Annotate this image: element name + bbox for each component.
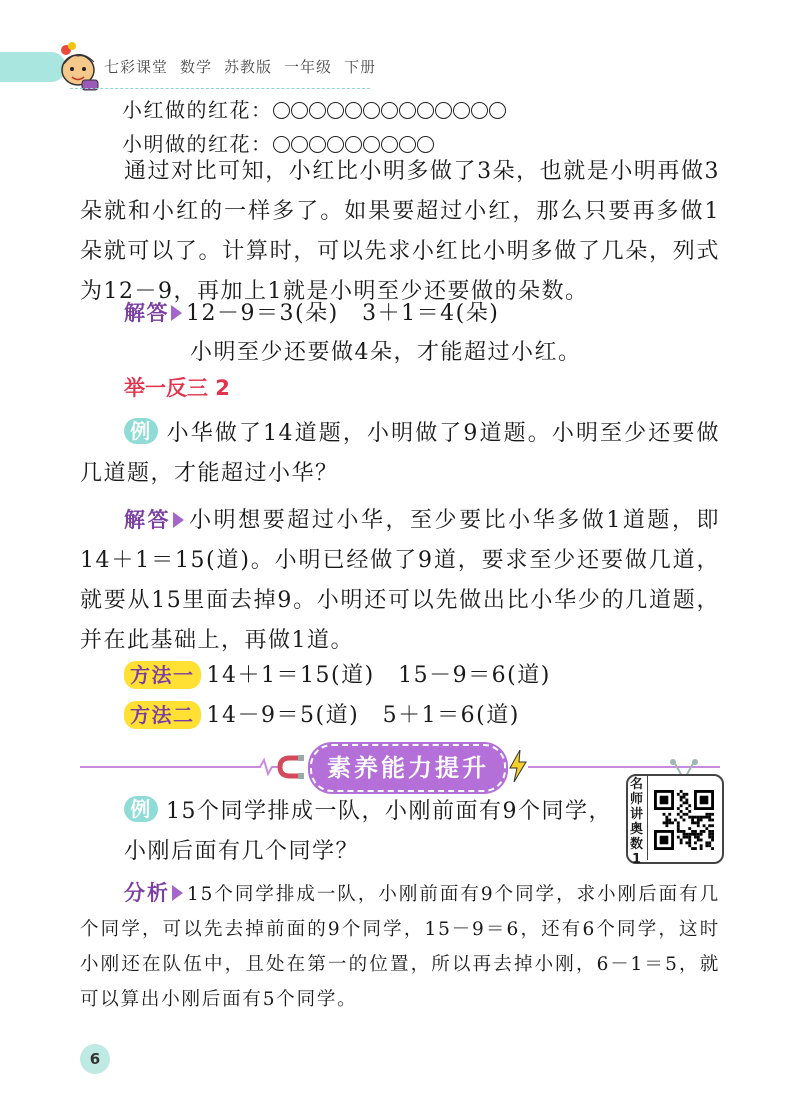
magnet-icon bbox=[250, 752, 310, 782]
ming-flower-label: 小明做的红花： bbox=[122, 132, 273, 156]
method2-row bbox=[124, 696, 520, 736]
example-badge: 例 bbox=[124, 418, 158, 444]
header-grade: 一年级 bbox=[284, 58, 333, 76]
mascot-icon bbox=[52, 40, 106, 92]
header-edition: 苏教版 bbox=[224, 58, 273, 76]
method1-text: 14＋1＝15(道) 15－9＝6(道) bbox=[206, 663, 551, 688]
flower-circle bbox=[273, 102, 290, 119]
qr-caption-text: 名 师 讲 奥 数 1 bbox=[629, 777, 643, 867]
flower-circle bbox=[417, 102, 434, 119]
red-flower-circles bbox=[273, 98, 507, 122]
flower-circle bbox=[291, 136, 308, 153]
flower-circle bbox=[309, 136, 326, 153]
divider-line-left bbox=[80, 766, 260, 768]
triangle-icon bbox=[173, 512, 184, 528]
header-volume: 下册 bbox=[344, 58, 377, 76]
section3-analysis bbox=[80, 876, 720, 1017]
header-title bbox=[104, 56, 388, 77]
flower-circle bbox=[381, 136, 398, 153]
header-subject: 数学 bbox=[180, 58, 213, 76]
answer1-equations: 12－9＝3(朵) 3＋1＝4(朵) bbox=[186, 301, 500, 326]
divider-title: 素养能力提升 bbox=[310, 744, 506, 792]
answer2-text: 小明想要超过小华，至少要比小华多做1道题，即14＋1＝15(道)。小明已经做了9道，要求至少还要做几道，就要从15里面去掉9。小明还可以先做出比小华少的几道题，并在此基础上，再做1道。 bbox=[80, 508, 721, 653]
answer2-label: 解答 bbox=[124, 508, 172, 532]
explanation-paragraph: 通过对比可知，小红比小明多做了3朵，也就是小明再做3朵就和小红的一样多了。如果要超过小红，那么只要再多做1朵就可以了。计算时，可以先求小红比小明多做了几朵，列式为12－9，再加上1就是小明至少还要做的朵数。 bbox=[80, 159, 720, 304]
header-divider bbox=[70, 88, 370, 89]
red-flower-label: 小红做的红花： bbox=[122, 98, 273, 122]
answer1-row bbox=[124, 293, 499, 334]
flower-circle bbox=[327, 136, 344, 153]
method2-text: 14－9＝5(道) 5＋1＝6(道) bbox=[206, 703, 520, 728]
flower-circle bbox=[291, 102, 308, 119]
page-number: 6 bbox=[80, 1044, 110, 1074]
answer1-label: 解答 bbox=[124, 301, 169, 325]
flower-circle bbox=[273, 136, 290, 153]
header-series: 七彩课堂 bbox=[104, 58, 169, 76]
qr-caption bbox=[626, 774, 648, 867]
flower-circle bbox=[399, 136, 416, 153]
triangle-icon bbox=[171, 305, 182, 321]
method1-row bbox=[124, 656, 551, 696]
example-badge: 例 bbox=[124, 796, 158, 822]
section3-question-text: 15个同学排成一队，小刚前面有9个同学，小刚后面有几个同学？ bbox=[124, 799, 612, 864]
flower-circle bbox=[345, 102, 362, 119]
section2-answer bbox=[80, 500, 720, 661]
lightning-icon bbox=[508, 750, 528, 782]
method1-label: 方法一 bbox=[124, 661, 201, 689]
flower-circle bbox=[471, 102, 488, 119]
section2-title: 举一反三 2 bbox=[124, 376, 230, 400]
flower-circle bbox=[417, 136, 434, 153]
flower-circle bbox=[489, 102, 506, 119]
qr-code[interactable] bbox=[654, 790, 714, 850]
analysis-text: 15个同学排成一队，小刚前面有9个同学，求小刚后面有几个同学，可以先去掉前面的9个同学，15－9＝6，还有6个同学，这时小刚还在队伍中，且处在第一的位置，所以再去掉小刚，6－1＝5，就可以算出小刚后面有5个同学。 bbox=[80, 884, 720, 1010]
flower-circle bbox=[453, 102, 470, 119]
triangle-icon bbox=[172, 885, 183, 901]
flower-circle bbox=[363, 136, 380, 153]
flower-circle bbox=[327, 102, 344, 119]
flower-circle bbox=[381, 102, 398, 119]
flower-circle bbox=[309, 102, 326, 119]
analysis-label: 分析 bbox=[124, 881, 171, 905]
flower-circle bbox=[363, 102, 380, 119]
method2-label: 方法二 bbox=[124, 701, 201, 729]
section3-question bbox=[124, 792, 614, 872]
flower-circle bbox=[345, 136, 362, 153]
flower-circle bbox=[399, 102, 416, 119]
answer1-conclusion: 小明至少还要做4朵，才能超过小红。 bbox=[190, 340, 582, 365]
section2-question bbox=[80, 414, 720, 494]
flower-circle bbox=[435, 102, 452, 119]
section2-question-text: 小华做了14道题，小明做了9道题。小明至少还要做几道题，才能超过小华？ bbox=[80, 421, 720, 486]
